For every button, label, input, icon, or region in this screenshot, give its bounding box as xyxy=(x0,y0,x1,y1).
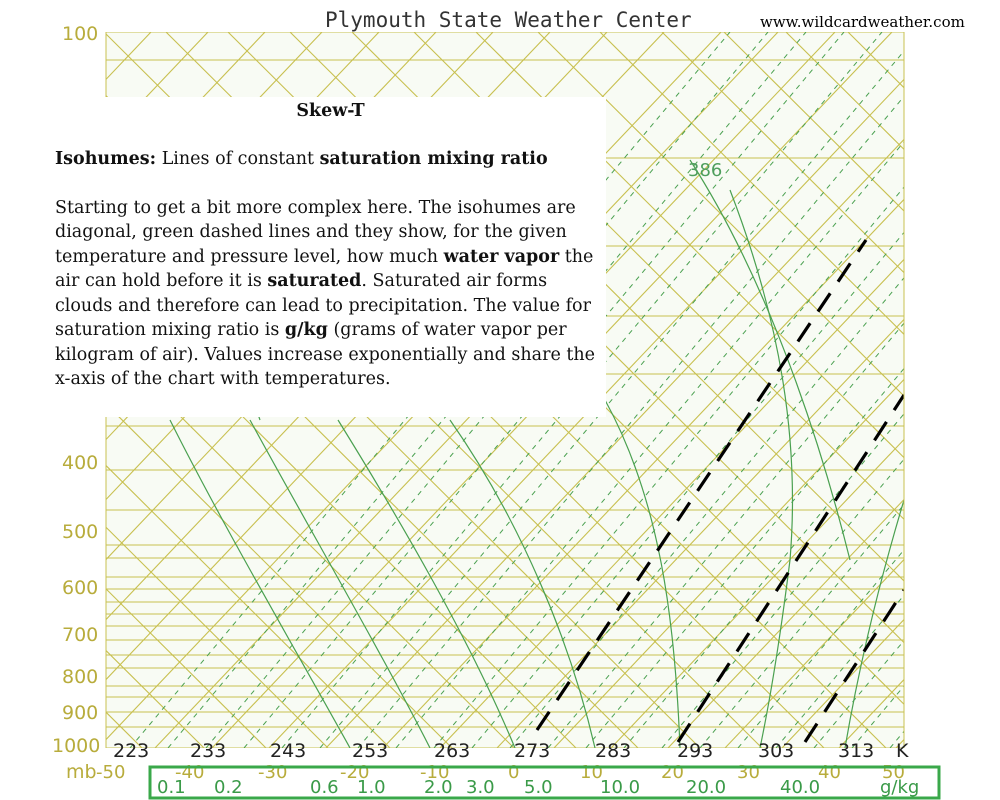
celsius-label-10: 10 xyxy=(580,762,603,783)
info-bold-unit: g/kg xyxy=(284,320,328,340)
kelvin-label-223: 223 xyxy=(113,740,150,762)
kelvin-unit-label: K xyxy=(896,740,909,762)
pressure-label-500: 500 xyxy=(62,521,99,543)
kelvin-label-263: 263 xyxy=(434,740,471,762)
kelvin-label-283: 283 xyxy=(595,740,632,762)
info-term: Isohumes: xyxy=(55,149,157,169)
celsius-label-40: 40 xyxy=(818,762,841,783)
kelvin-label-243: 243 xyxy=(270,740,307,762)
dry-adiabat-line xyxy=(910,32,1000,748)
info-definition-text: Lines of constant xyxy=(156,149,320,169)
mixing-ratio-label-5-0: 5.0 xyxy=(524,777,553,798)
info-text-a: Starting to get a bit more complex here. The isohumes are diagonal, green dashed lines and they show, for the given temperature and pressure level, how much xyxy=(55,197,576,267)
isotherm-line xyxy=(953,32,1000,748)
mixing-ratio-label-0-2: 0.2 xyxy=(214,777,243,798)
info-bold-water-vapor: water vapor xyxy=(443,246,560,267)
celsius-label-m50: -50 xyxy=(96,762,126,783)
info-text-e: . Saturated air forms clouds and therefore can lead to precipitation. The value for saturation mixing ratio is xyxy=(55,271,591,340)
info-box xyxy=(53,97,606,417)
moist-adiabat-label: 386 xyxy=(688,160,723,181)
celsius-label-m10: -10 xyxy=(420,762,450,783)
info-text-c: the air can hold before it is xyxy=(55,246,594,291)
info-definition xyxy=(55,147,606,172)
mixing-ratio-label-2-0: 2.0 xyxy=(424,777,453,798)
isohume-line xyxy=(928,32,1000,748)
pressure-label-700: 700 xyxy=(62,624,99,646)
mixing-ratio-label-20-0: 20.0 xyxy=(686,777,727,798)
kelvin-label-253: 253 xyxy=(352,740,389,762)
pressure-label-1000: 1000 xyxy=(52,735,101,757)
kelvin-label-233: 233 xyxy=(190,740,227,762)
mixing-ratio-label-0-6: 0.6 xyxy=(310,777,339,798)
isohume-line xyxy=(890,32,1000,748)
pressure-label-100: 100 xyxy=(62,23,99,45)
chart-title: Plymouth State Weather Center xyxy=(325,8,692,32)
info-definition-bold: saturation mixing ratio xyxy=(319,149,548,169)
dry-adiabat-line xyxy=(972,32,1000,748)
kelvin-label-293: 293 xyxy=(677,740,714,762)
mixing-ratio-label-1-0: 1.0 xyxy=(357,777,386,798)
isotherm-line xyxy=(0,32,37,748)
kelvin-label-313: 313 xyxy=(838,740,875,762)
celsius-label-m40: -40 xyxy=(175,762,205,783)
info-heading: Skew-T xyxy=(296,101,365,121)
website-label: www.wildcardweather.com xyxy=(760,13,965,31)
celsius-label-0: 0 xyxy=(508,762,520,783)
mixing-ratio-label-0-1: 0.1 xyxy=(157,777,186,798)
celsius-label-30: 30 xyxy=(737,762,760,783)
mixing-ratio-label-3-0: 3.0 xyxy=(466,777,495,798)
celsius-label-50: 50 xyxy=(882,762,905,783)
kelvin-label-303: 303 xyxy=(758,740,795,762)
pressure-label-600: 600 xyxy=(62,577,99,599)
info-bold-saturated: saturated xyxy=(267,271,362,291)
isotherm-line xyxy=(896,32,1000,748)
celsius-label-20: 20 xyxy=(661,762,684,783)
mixing-ratio-unit-label: g/kg xyxy=(880,777,920,798)
kelvin-label-273: 273 xyxy=(514,740,551,762)
info-paragraph xyxy=(55,196,606,392)
info-text-g: (grams of water vapor per kilogram of air). Values increase exponentially and share the x-axis of the chart with temperatures. xyxy=(55,320,596,389)
mixing-ratio-label-40-0: 40.0 xyxy=(780,777,821,798)
celsius-label-m20: -20 xyxy=(340,762,370,783)
celsius-label-m30: -30 xyxy=(258,762,288,783)
pressure-unit-label: mb xyxy=(66,761,97,783)
pressure-label-900: 900 xyxy=(62,702,99,724)
pressure-label-800: 800 xyxy=(62,666,99,688)
pressure-label-400: 400 xyxy=(62,452,99,474)
mixing-ratio-label-10-0: 10.0 xyxy=(600,777,641,798)
